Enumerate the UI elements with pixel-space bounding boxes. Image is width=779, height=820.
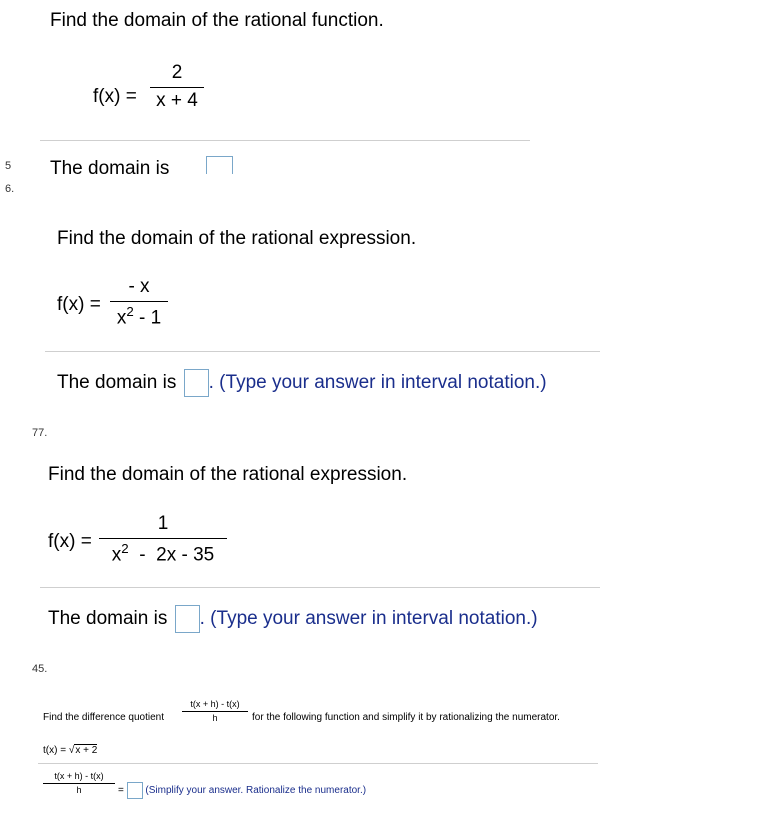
q-number-6: 6. bbox=[5, 183, 15, 195]
q2-fraction-bar bbox=[110, 301, 168, 302]
q4-dq-numerator: t(x + h) - t(x) bbox=[190, 699, 240, 709]
q4-eq-bar bbox=[43, 783, 115, 784]
q3-fraction bbox=[99, 513, 227, 566]
q2-den-x: x bbox=[116, 307, 127, 329]
q1-fraction bbox=[150, 62, 204, 112]
q4-prompt-end: for the following function and simplify it by rationalizing the numerator. bbox=[252, 712, 560, 723]
q3-denominator bbox=[99, 541, 227, 566]
q1-prompt: Find the domain of the rational function. bbox=[50, 10, 384, 31]
q3-domain-text: The domain is bbox=[48, 608, 168, 630]
q3-answer-row bbox=[48, 605, 538, 633]
q1-domain-row bbox=[0, 156, 300, 174]
q2-function-label: f(x) = bbox=[57, 294, 101, 315]
q4-hint: (Simplify your answer. Rationalize the numerator.) bbox=[145, 785, 367, 797]
q3-divider bbox=[40, 587, 600, 588]
q2-prompt: Find the domain of the rational expression. bbox=[57, 228, 417, 249]
q4-eq-denominator: h bbox=[76, 785, 82, 795]
q4-answer-input[interactable] bbox=[127, 782, 143, 799]
q3-den-x: x bbox=[111, 544, 122, 566]
q4-eq-numerator: t(x + h) - t(x) bbox=[54, 771, 104, 781]
q3-fraction-bar bbox=[99, 538, 227, 539]
q2-denominator bbox=[110, 304, 168, 329]
q2-fraction bbox=[110, 276, 168, 329]
q-number-45: 45. bbox=[32, 663, 48, 675]
q4-function bbox=[43, 745, 97, 756]
q1-numerator: 2 bbox=[171, 62, 183, 83]
q4-dq-bar bbox=[182, 711, 248, 712]
q2-answer-input[interactable] bbox=[184, 369, 209, 397]
q4-prompt-start: Find the difference quotient bbox=[43, 712, 165, 723]
q3-den-exponent: 2 bbox=[121, 541, 129, 556]
q1-divider bbox=[40, 140, 530, 141]
q4-equation-fraction bbox=[43, 771, 115, 795]
q2-den-rest: - 1 bbox=[133, 307, 162, 329]
q3-hint: . (Type your answer in interval notation.) bbox=[199, 608, 538, 630]
q1-fraction-bar bbox=[150, 87, 204, 88]
q4-answer-row bbox=[118, 782, 366, 799]
q-number-5: 5 bbox=[5, 160, 12, 172]
q1-denominator: x + 4 bbox=[156, 90, 198, 111]
sqrt-icon: √ bbox=[68, 745, 75, 756]
q1-answer-input[interactable] bbox=[206, 156, 233, 174]
q3-numerator: 1 bbox=[157, 513, 169, 534]
q4-difference-quotient bbox=[182, 699, 248, 723]
q1-function-label: f(x) = bbox=[93, 86, 137, 107]
q2-numerator: - x bbox=[128, 276, 150, 297]
q2-hint: . (Type your answer in interval notation.) bbox=[208, 372, 547, 394]
q1-domain-text: The domain is bbox=[50, 158, 170, 174]
q2-divider bbox=[45, 351, 600, 352]
q3-answer-input[interactable] bbox=[175, 605, 200, 633]
q-number-77: 77. bbox=[32, 427, 48, 439]
q4-function-label: t(x) = bbox=[43, 745, 67, 756]
q3-prompt: Find the domain of the rational expression. bbox=[48, 464, 408, 485]
q3-function-label: f(x) = bbox=[48, 531, 92, 552]
q2-den-exponent: 2 bbox=[126, 304, 134, 319]
q2-domain-text: The domain is bbox=[57, 372, 177, 394]
q3-den-rest: - 2x - 35 bbox=[128, 544, 215, 566]
q4-radicand: x + 2 bbox=[75, 745, 98, 756]
q2-answer-row bbox=[57, 369, 547, 397]
q4-equals: = bbox=[118, 785, 124, 797]
q4-dq-denominator: h bbox=[212, 713, 218, 723]
q4-divider bbox=[38, 763, 598, 764]
